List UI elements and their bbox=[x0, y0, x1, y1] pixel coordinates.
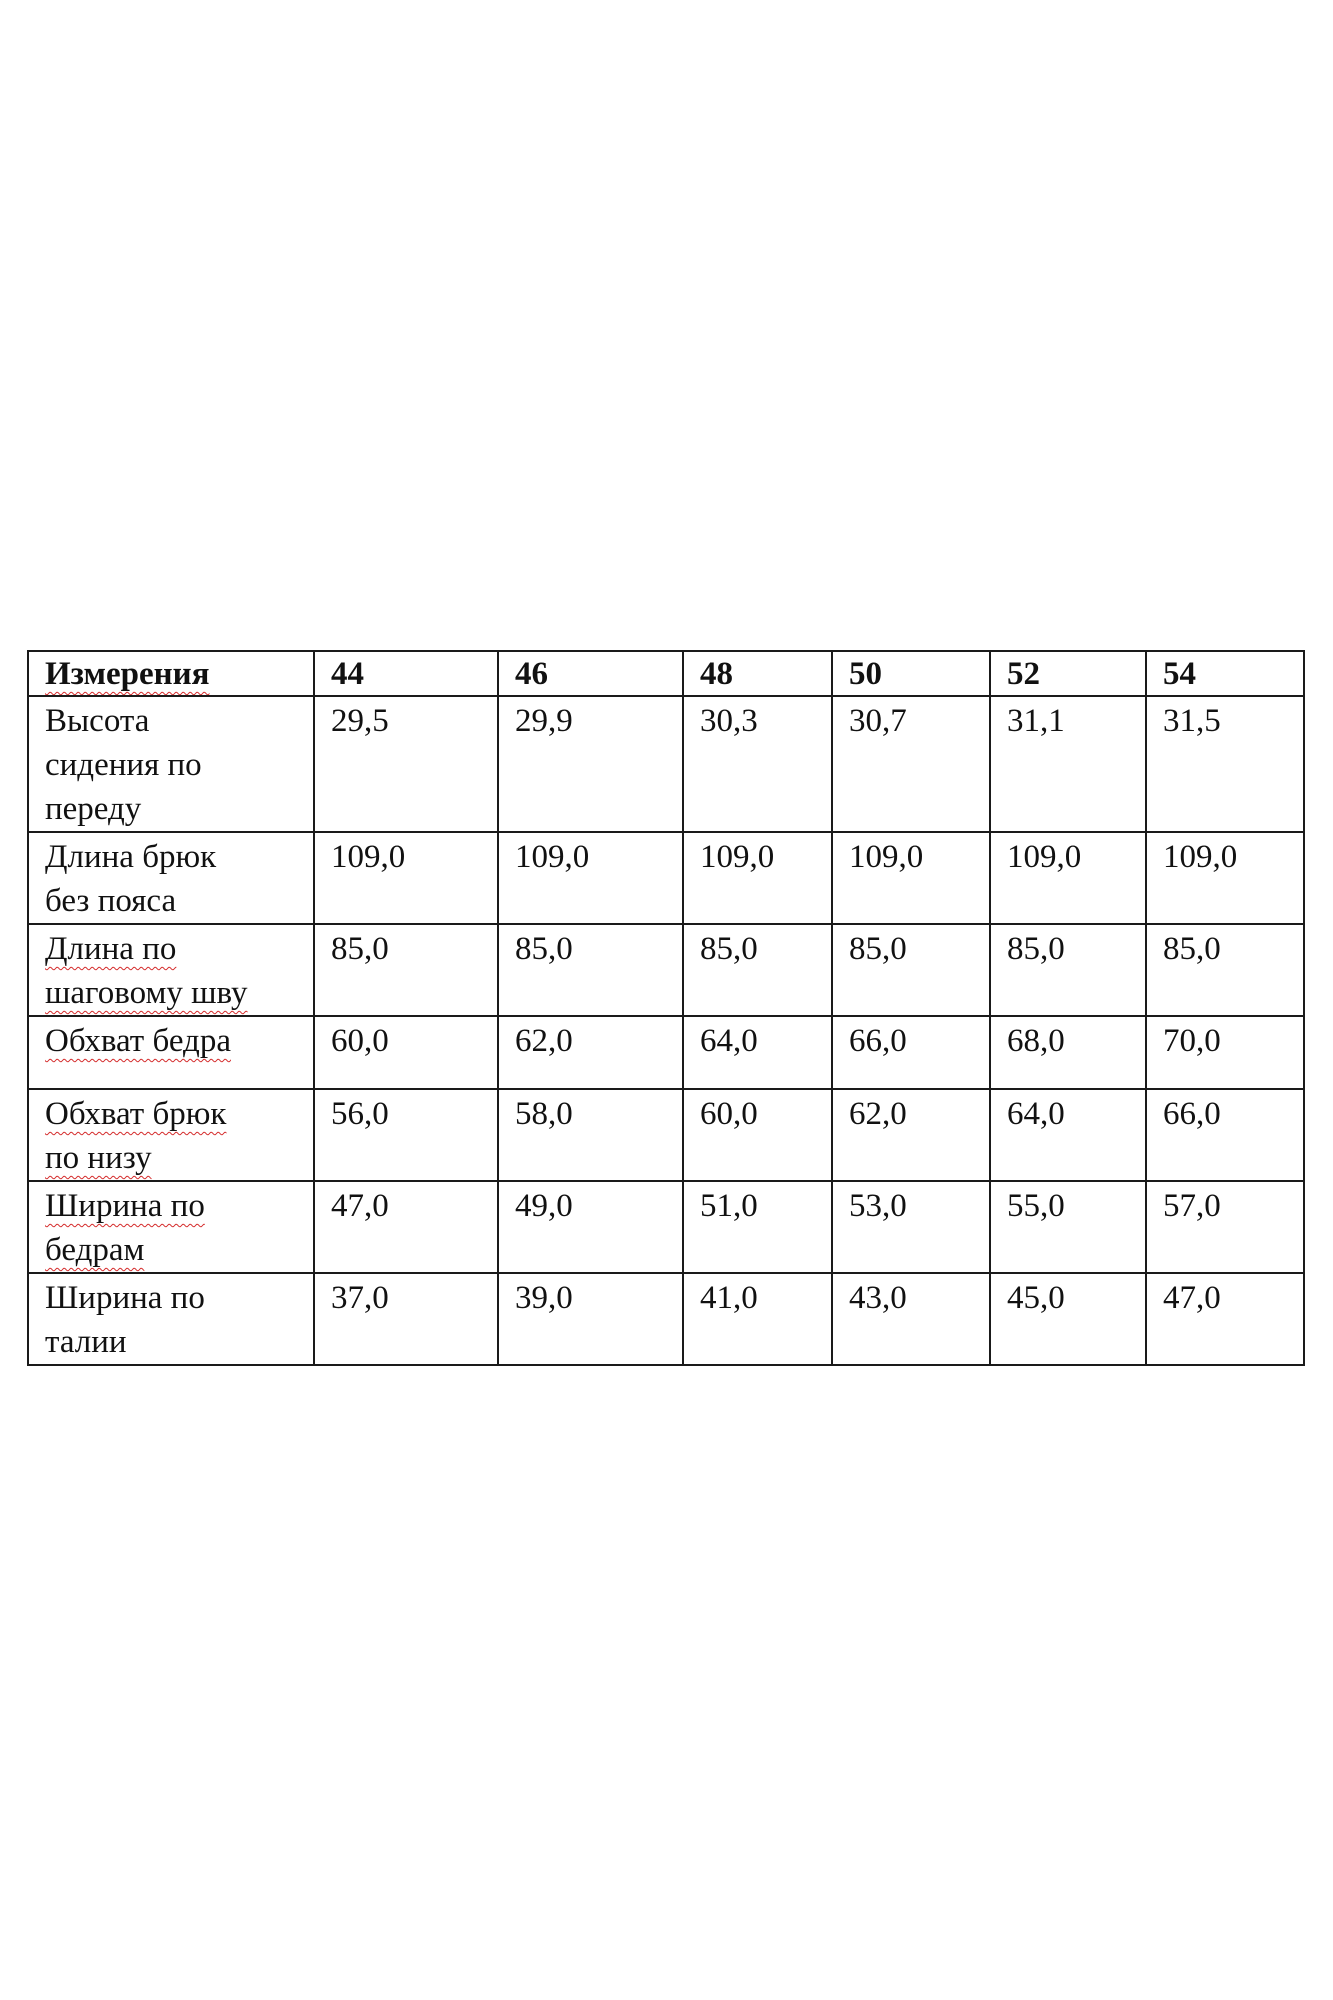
value-cell: 53,0 bbox=[832, 1181, 990, 1273]
value-cell: 47,0 bbox=[1146, 1273, 1304, 1365]
value-cell: 56,0 bbox=[314, 1089, 498, 1181]
value-cell: 68,0 bbox=[990, 1016, 1146, 1089]
value-cell: 64,0 bbox=[990, 1089, 1146, 1181]
row-label-text: Обхват бедра bbox=[45, 1023, 231, 1059]
table-row bbox=[28, 924, 1304, 1016]
row-label-cell bbox=[28, 1181, 314, 1273]
value-cell: 55,0 bbox=[990, 1181, 1146, 1273]
table-row bbox=[28, 1273, 1304, 1365]
row-label-line bbox=[45, 971, 299, 1015]
value-cell: 60,0 bbox=[683, 1089, 832, 1181]
value-cell: 109,0 bbox=[1146, 832, 1304, 924]
row-label-cell bbox=[28, 1089, 314, 1181]
header-size-cell bbox=[990, 651, 1146, 696]
header-label-cell bbox=[28, 651, 314, 696]
row-label-line: без пояса bbox=[45, 883, 177, 919]
value-cell: 109,0 bbox=[314, 832, 498, 924]
header-size-cell bbox=[1146, 651, 1304, 696]
row-label-text: бедрам bbox=[45, 1232, 145, 1268]
value-cell: 49,0 bbox=[498, 1181, 683, 1273]
header-size-cell bbox=[683, 651, 832, 696]
value-cell: 66,0 bbox=[832, 1016, 990, 1089]
table-row bbox=[28, 1181, 1304, 1273]
row-label-cell bbox=[28, 696, 314, 832]
value-cell: 85,0 bbox=[498, 924, 683, 1016]
row-label-line: Высота bbox=[45, 703, 150, 739]
value-cell: 29,5 bbox=[314, 696, 498, 832]
header-size-cell bbox=[498, 651, 683, 696]
value-cell: 62,0 bbox=[498, 1016, 683, 1089]
value-cell: 62,0 bbox=[832, 1089, 990, 1181]
table-row bbox=[28, 832, 1304, 924]
value-cell: 85,0 bbox=[683, 924, 832, 1016]
header-size-cell bbox=[314, 651, 498, 696]
value-cell: 47,0 bbox=[314, 1181, 498, 1273]
value-cell: 31,1 bbox=[990, 696, 1146, 832]
header-size-cell bbox=[832, 651, 990, 696]
row-label-line bbox=[45, 1228, 299, 1272]
row-label-text: по низу bbox=[45, 1140, 152, 1176]
value-cell: 109,0 bbox=[498, 832, 683, 924]
size-chart-table bbox=[27, 650, 1305, 1366]
value-cell: 109,0 bbox=[990, 832, 1146, 924]
row-label-line: Длина брюк bbox=[45, 839, 217, 875]
table-row bbox=[28, 1089, 1304, 1181]
row-label-line bbox=[45, 1136, 299, 1180]
row-label-cell bbox=[28, 924, 314, 1016]
size-52-header: 52 bbox=[1007, 656, 1040, 692]
value-cell: 85,0 bbox=[832, 924, 990, 1016]
value-cell: 29,9 bbox=[498, 696, 683, 832]
row-label-cell bbox=[28, 1273, 314, 1365]
value-cell: 109,0 bbox=[683, 832, 832, 924]
value-cell: 64,0 bbox=[683, 1016, 832, 1089]
size-48-header: 48 bbox=[700, 656, 733, 692]
value-cell: 85,0 bbox=[1146, 924, 1304, 1016]
value-cell: 66,0 bbox=[1146, 1089, 1304, 1181]
table-row bbox=[28, 696, 1304, 832]
value-cell: 85,0 bbox=[314, 924, 498, 1016]
value-cell: 60,0 bbox=[314, 1016, 498, 1089]
row-label-line: Ширина по bbox=[45, 1280, 205, 1316]
value-cell: 109,0 bbox=[832, 832, 990, 924]
row-label-line: переду bbox=[45, 791, 142, 827]
header-label: Измерения bbox=[45, 656, 210, 692]
value-cell: 30,3 bbox=[683, 696, 832, 832]
size-44-header: 44 bbox=[331, 656, 364, 692]
header-row bbox=[28, 651, 1304, 696]
value-cell: 58,0 bbox=[498, 1089, 683, 1181]
size-54-header: 54 bbox=[1163, 656, 1196, 692]
row-label-text: Длина по bbox=[45, 931, 177, 967]
row-label-line: сидения по bbox=[45, 747, 202, 783]
size-50-header: 50 bbox=[849, 656, 882, 692]
row-label-text: шаговому шву bbox=[45, 975, 248, 1011]
row-label-cell bbox=[28, 832, 314, 924]
value-cell: 43,0 bbox=[832, 1273, 990, 1365]
row-label-text: Ширина по bbox=[45, 1188, 205, 1224]
value-cell: 41,0 bbox=[683, 1273, 832, 1365]
value-cell: 85,0 bbox=[990, 924, 1146, 1016]
value-cell: 51,0 bbox=[683, 1181, 832, 1273]
row-label-cell bbox=[28, 1016, 314, 1089]
value-cell: 37,0 bbox=[314, 1273, 498, 1365]
value-cell: 30,7 bbox=[832, 696, 990, 832]
row-label-line bbox=[45, 1092, 299, 1136]
value-cell: 57,0 bbox=[1146, 1181, 1304, 1273]
value-cell: 31,5 bbox=[1146, 696, 1304, 832]
size-46-header: 46 bbox=[515, 656, 548, 692]
value-cell: 39,0 bbox=[498, 1273, 683, 1365]
row-label-line: талии bbox=[45, 1324, 127, 1360]
row-label-line bbox=[45, 1019, 299, 1063]
row-label-line bbox=[45, 1184, 299, 1228]
value-cell: 70,0 bbox=[1146, 1016, 1304, 1089]
value-cell: 45,0 bbox=[990, 1273, 1146, 1365]
row-label-line bbox=[45, 927, 299, 971]
row-label-text: Обхват брюк bbox=[45, 1096, 227, 1132]
table-row bbox=[28, 1016, 1304, 1089]
